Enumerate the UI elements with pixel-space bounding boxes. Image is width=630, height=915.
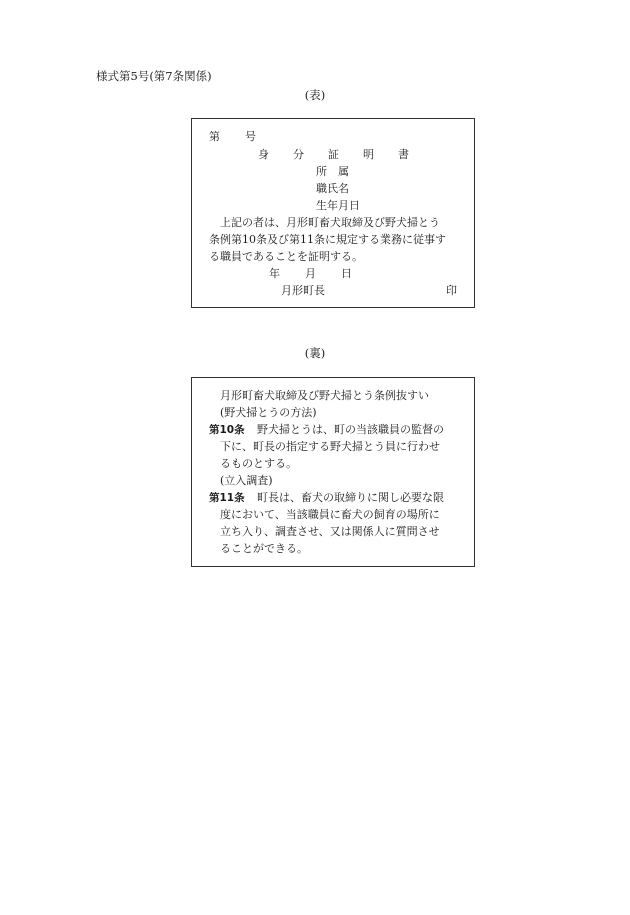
- article-10-line-2: 下に、町長の指定する野犬掃とう員に行わせ: [220, 440, 440, 453]
- form-number-heading: 様式第5号(第7条関係): [96, 69, 212, 83]
- date-day: 日: [341, 267, 352, 280]
- title-char-4: 明: [363, 148, 374, 161]
- card-number-prefix: 第: [209, 130, 220, 143]
- title-char-2: 分: [293, 148, 304, 161]
- article-10-label: 第10条: [209, 424, 245, 436]
- certify-line-2: 条例第10条及び第11条に規定する業務に従事す: [209, 233, 446, 246]
- seal-mark: 印: [446, 284, 457, 297]
- title-char-3: 証: [328, 148, 339, 161]
- article-11-line-1: 町長は、畜犬の取締りに関し必要な限: [257, 491, 444, 504]
- article-11-caption: (立入調査): [220, 474, 273, 487]
- article-10-line-1: 野犬掃とうは、町の当該職員の監督の: [257, 423, 444, 436]
- article-10-caption: (野犬掃とうの方法): [220, 406, 317, 419]
- field-name: 職氏名: [316, 182, 349, 195]
- article-11-line-4: ることができる。: [220, 542, 308, 555]
- date-year: 年: [269, 267, 280, 280]
- certify-line-3: る職員であることを証明する。: [209, 250, 363, 263]
- date-month: 月: [305, 267, 316, 280]
- front-side-label: (表): [304, 88, 326, 102]
- article-11-line-2: 度において、当該職員に畜犬の飼育の場所に: [220, 508, 440, 521]
- field-affiliation: 所 属: [316, 165, 349, 178]
- title-char-1: 身: [258, 148, 269, 161]
- id-card-back: [191, 377, 475, 567]
- id-card-front: [191, 118, 475, 308]
- article-11-label: 第11条: [209, 492, 245, 504]
- field-birthdate: 生年月日: [316, 199, 360, 212]
- issuer-title: 月形町長: [281, 284, 325, 297]
- ordinance-excerpt-title: 月形町畜犬取締及び野犬掃とう条例抜すい: [220, 389, 429, 402]
- card-number-suffix: 号: [245, 130, 256, 143]
- article-11-line-3: 立ち入り、調査させ、又は関係人に質問させ: [220, 525, 440, 538]
- article-10-line-3: るものとする。: [220, 457, 297, 470]
- certify-line-1: 上記の者は、月形町畜犬取締及び野犬掃とう: [220, 216, 440, 229]
- back-side-label: (裏): [304, 346, 326, 360]
- title-char-5: 書: [398, 148, 409, 161]
